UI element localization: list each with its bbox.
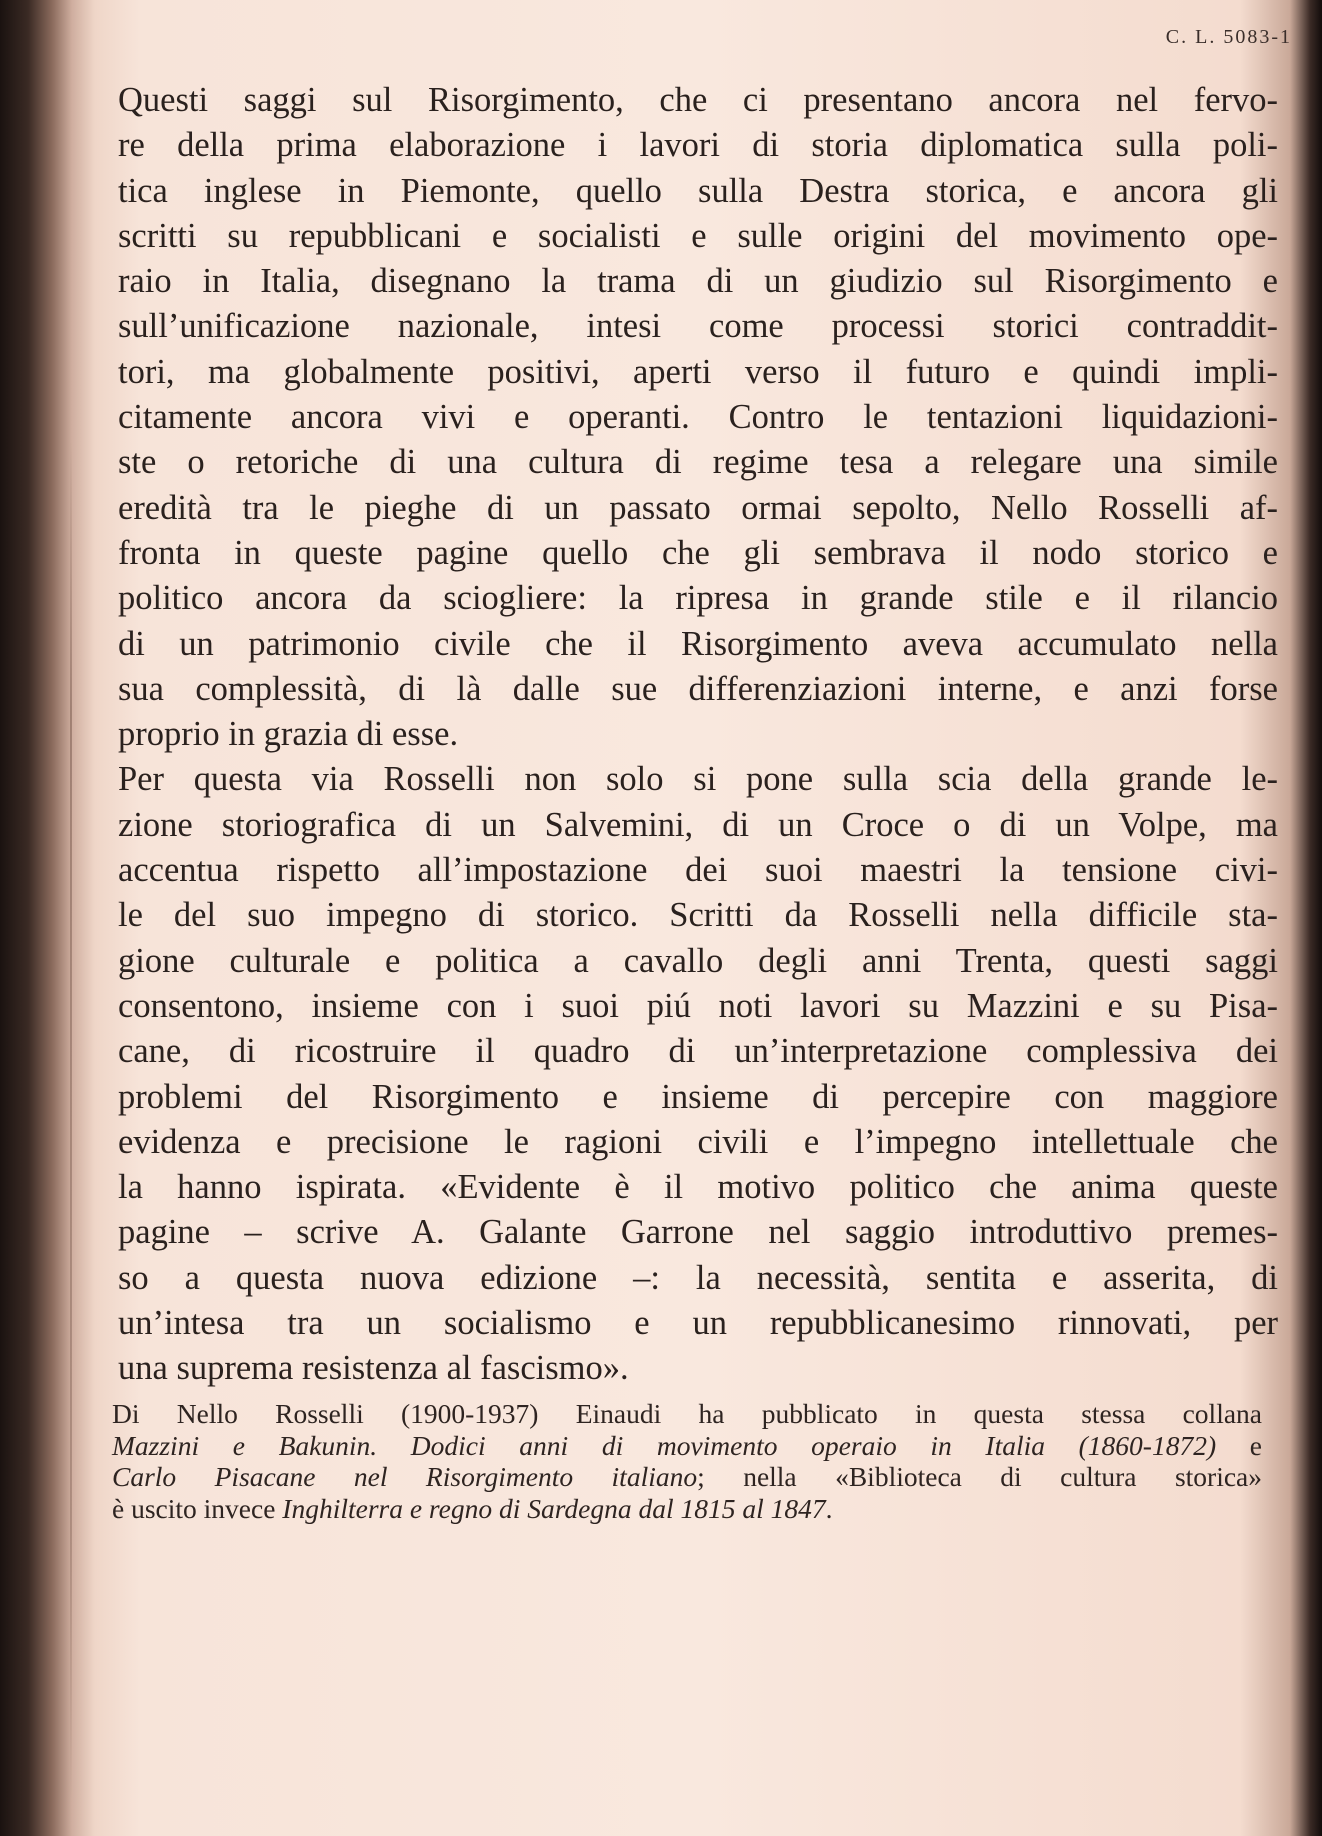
blurb-line: citamente ancora vivi e operanti. Contro le tentazioni liquidazioni- <box>118 398 1278 437</box>
note-text: e <box>1216 1429 1262 1461</box>
spine-shadow <box>70 440 72 1800</box>
book-title-pisacane: Carlo Pisacane nel Risorgimento italiano <box>112 1461 698 1492</box>
blurb-line: un’intesa tra un socialismo e un repubblicanesimo rinnovati, per <box>118 1304 1278 1343</box>
blurb-line: re della prima elaborazione i lavori di storia diplomatica sulla poli- <box>118 126 1278 165</box>
note-line: Di Nello Rosselli (1900-1937) Einaudi ha pubblicato in questa stessa collana <box>112 1398 1262 1429</box>
blurb-line: Per questa via Rosselli non solo si pone sulla scia della grande le- <box>118 760 1278 799</box>
blurb-line: sull’unificazione nazionale, intesi come processi storici contraddit- <box>118 307 1278 346</box>
book-title-mazzini: Mazzini e Bakunin. Dodici anni di movimento operaio in Italia (1860-1872) <box>112 1429 1217 1461</box>
blurb-line: raio in Italia, disegnano la trama di un giudizio sul Risorgimento e <box>118 262 1278 301</box>
blurb-line: le del suo impegno di storico. Scritti da Rosselli nella difficile sta- <box>118 896 1278 935</box>
blurb-line: zione storiografica di un Salvemini, di un Croce o di un Volpe, ma <box>118 805 1278 844</box>
book-title-inghilterra: Inghilterra e regno di Sardegna dal 1815 al 1847 <box>282 1492 826 1524</box>
blurb-line: gione culturale e politica a cavallo degli anni Trenta, questi saggi <box>118 941 1278 980</box>
note-text: ; nella «Biblioteca di cultura storica» <box>697 1461 1262 1492</box>
blurb-line: tica inglese in Piemonte, quello sulla Destra storica, e ancora gli <box>118 171 1278 210</box>
blurb-text <box>118 78 1278 1392</box>
blurb-line: tori, ma globalmente positivi, aperti verso il futuro e quindi impli- <box>118 352 1278 391</box>
blurb-line: scritti su repubblicani e socialisti e sulle origini del movimento ope- <box>118 216 1278 255</box>
note-line <box>112 1430 1262 1462</box>
blurb-line: accentua rispetto all’impostazione dei suoi maestri la tensione civi- <box>118 851 1278 890</box>
blurb-line: politico ancora da sciogliere: la ripresa in grande stile e il rilancio <box>118 579 1278 618</box>
blurb-line: ste o retoriche di una cultura di regime tesa a relegare una simile <box>118 443 1278 482</box>
blurb-line: consentono, insieme con i suoi piú noti lavori su Mazzini e su Pisa- <box>118 986 1278 1025</box>
blurb-line: problemi del Risorgimento e insieme di percepire con maggiore <box>118 1077 1278 1116</box>
author-note <box>112 1398 1262 1524</box>
blurb-line: pagine – scrive A. Galante Garrone nel saggio introduttivo premes- <box>118 1213 1278 1252</box>
note-text: . <box>825 1492 833 1524</box>
note-line <box>112 1461 1262 1493</box>
blurb-line: sua complessità, di là dalle sue differenziazioni interne, e anzi forse <box>118 669 1278 708</box>
blurb-line: Questi saggi sul Risorgimento, che ci presentano ancora nel fervo- <box>118 81 1278 119</box>
blurb-line: fronta in queste pagine quello che gli sembrava il nodo storico e <box>118 533 1278 572</box>
blurb-line: cane, di ricostruire il quadro di un’interpretazione complessiva dei <box>118 1032 1278 1071</box>
blurb-line: la hanno ispirata. «Evidente è il motivo politico che anima queste <box>118 1168 1278 1207</box>
blurb-line: eredità tra le pieghe di un passato ormai sepolto, Nello Rosselli af- <box>118 488 1278 527</box>
blurb-line: so a questa nuova edizione –: la necessità, sentita e asserita, di <box>118 1258 1278 1297</box>
blurb-line: proprio in grazia di esse. <box>118 715 459 754</box>
blurb-line: una suprema resistenza al fascismo». <box>118 1349 629 1388</box>
blurb-line: evidenza e precisione le ragioni civili e l’impegno intellettuale che <box>118 1122 1278 1161</box>
blurb-line: di un patrimonio civile che il Risorgimento aveva accumulato nella <box>118 624 1278 663</box>
catalog-code: C. L. 5083-1 <box>1165 26 1292 48</box>
note-line <box>112 1493 1262 1525</box>
note-text: è uscito invece <box>112 1492 283 1524</box>
